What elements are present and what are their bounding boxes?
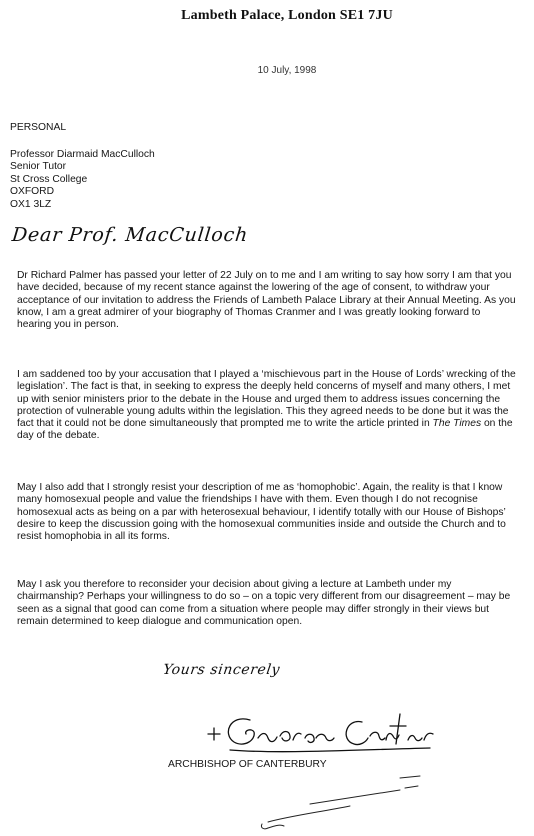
recipient-postcode: OX1 3LZ	[10, 198, 52, 210]
recipient-position: Senior Tutor	[10, 161, 67, 173]
body-paragraph-1: Dr Richard Palmer has passed your letter of 22 July on to me and I am writing to say how sorry I am that you have decided, because of my recent stance against the lowering of the age of consent, to withdraw your acceptance of our invitation to address the Friends of Lambeth Palace Library at their Annual Meeting. As you know, I am a great admirer of your biography of Thomas Cranmer and I was greatly looking forward to hearing you in person.	[17, 270, 516, 331]
personal-marking: PERSONAL	[10, 122, 67, 133]
handwritten-salutation: Dear Prof. MacCulloch	[10, 224, 250, 246]
handwritten-signature-icon	[200, 700, 440, 760]
letter-date: 10 July, 1998	[257, 65, 317, 76]
body-paragraph-3: May I also add that I strongly resist your description of me as ‘homophobic’. Again, the reality is that I know many homosexual people and value the friendships I have with them. Even though I do not recognise homosexual acts as being on a par with heterosexual behaviour, I identify totally with our House of Bishops’ desire to keep the discussion going with the homosexual communities inside and outside the Church and to resist homophobia in all its forms.	[17, 482, 506, 543]
body-paragraph-2-end: on the day of the debate.	[17, 418, 513, 442]
recipient-name: Professor Diarmaid MacCulloch	[10, 149, 155, 160]
recipient-address-block	[10, 149, 155, 211]
body-paragraph-2	[17, 369, 517, 443]
pen-scribble-icon	[250, 770, 430, 836]
handwritten-closing: Yours sincerely	[161, 662, 282, 678]
recipient-college: St Cross College	[10, 173, 88, 185]
recipient-city: OXFORD	[10, 186, 55, 198]
signatory-title: ARCHBISHOP OF CANTERBURY	[168, 759, 327, 770]
newspaper-title: The Times	[432, 418, 482, 430]
body-paragraph-2-text: I am saddened too by your accusation that I played a ‘mischievous part in the House of Lords’ wrecking of the legislation’. The fact is that, in seeking to express the deeply held concerns of myself and many others, I met up with senior ministers prior to the debate in the House and urged them to address issues concerning the protection of vulnerable young adults within the legislation. This they agreed needs to be done but it was the fact that it could not be done simultaneously that prompted me to write the article printed in	[17, 369, 516, 430]
letterhead-address: Lambeth Palace, London SE1 7JU	[181, 8, 393, 23]
body-paragraph-4: May I ask you therefore to reconsider your decision about giving a lecture at Lambeth under my chairmanship? Perhaps your willingness to do so – on a topic very different from our disagreement – may be seen as a signal that good can come from a situation where people may differ strongly in their views but remain determined to keep dialogue and communication open.	[17, 579, 511, 627]
